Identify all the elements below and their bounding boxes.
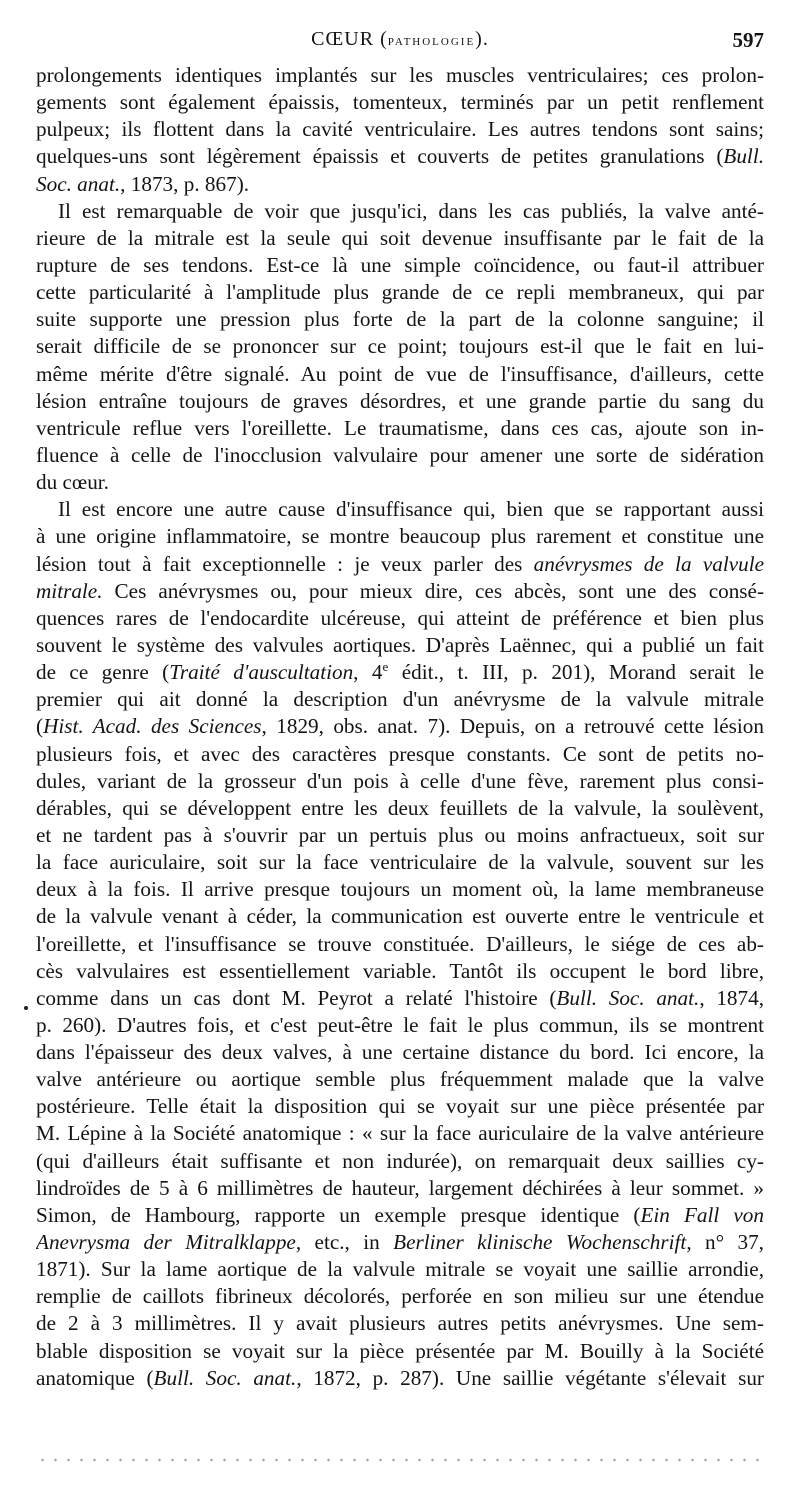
text-segment: anatomique (	[36, 1365, 154, 1390]
text-segment: de ce genre (	[36, 660, 170, 685]
text-segment: blable disposition se voyait sur la pièce présentée par M. Bouilly à la Société	[36, 1338, 764, 1363]
text-segment: remplie de caillots fibrineux décolorés, perforée en son milieu sur une étendue	[36, 1284, 764, 1309]
text-segment: l'oreillette, et l'insuffisance se trouve constituée. D'ailleurs, le siége de ces ab-	[36, 931, 764, 956]
text-segment: , 1873, p. 867).	[120, 171, 250, 196]
bottom-edge-marks	[36, 1458, 764, 1462]
text-line	[36, 469, 764, 496]
text-line	[36, 822, 764, 849]
text-line	[36, 116, 764, 143]
text-segment: même mérite d'être signalé. Au point de vue de l'insuffisance, d'ailleurs, cette	[36, 361, 764, 386]
text-segment: Il est encore une autre cause d'insuffisance qui, bien que se rapportant aussi	[58, 497, 764, 522]
running-title-close: ).	[475, 28, 489, 50]
text-line	[36, 958, 764, 985]
text-line	[36, 1039, 764, 1066]
text-line	[36, 1229, 764, 1256]
text-segment: plusieurs fois, et avec des caractères presque constants. Ce sont de petits no-	[36, 741, 764, 766]
text-line	[36, 659, 764, 686]
text-segment: comme dans un cas dont M. Peyrot a relaté l'histoire (	[36, 985, 557, 1010]
italic-reference: Soc. anat.	[36, 171, 121, 196]
text-segment: de 2 à 3 millimètres. Il y avait plusieurs autres petits anévrysmes. Une sem-	[36, 1311, 764, 1336]
text-segment: 1871). Sur la lame aortique de la valvule mitrale se voyait une saillie arrondie,	[36, 1257, 764, 1282]
text-segment: Il est remarquable de voir que jusqu'ici, dans les cas publiés, la valve anté-	[58, 198, 764, 223]
text-segment: dans l'épaisseur des deux valves, à une certaine distance du bord. Ici encore, la	[36, 1040, 764, 1065]
margin-mark	[24, 1006, 28, 1010]
text-line	[36, 333, 764, 360]
text-segment: (	[36, 714, 44, 739]
text-line	[36, 415, 764, 442]
text-line	[36, 1202, 764, 1229]
text-line	[36, 713, 764, 740]
text-line	[36, 306, 764, 333]
text-line	[36, 388, 764, 415]
text-line	[36, 632, 764, 659]
text-line	[36, 442, 764, 469]
italic-reference: Bull. Soc. anat.	[556, 985, 700, 1010]
text-segment: , 4	[353, 660, 383, 685]
text-line	[36, 171, 764, 198]
page-number: 597	[732, 28, 764, 52]
italic-reference: Hist. Acad. des Sciences	[43, 714, 262, 739]
italic-reference: Ein Fall von	[640, 1202, 764, 1227]
text-line	[36, 252, 764, 279]
superscript: e	[382, 659, 389, 675]
running-title-main: CŒUR (	[311, 28, 388, 50]
text-segment: édit., t. III, p. 201), Morand serait le	[388, 660, 764, 685]
text-line	[36, 903, 764, 930]
text-line	[36, 1365, 764, 1392]
text-line	[36, 361, 764, 388]
text-line	[36, 1175, 764, 1202]
text-segment: fluence à celle de l'inocclusion valvulaire pour amener une sorte de sidération	[36, 442, 764, 467]
text-segment: la face auriculaire, soit sur la face ventriculaire de la valvule, souvent sur les	[36, 850, 764, 875]
text-line	[36, 279, 764, 306]
text-line	[36, 1093, 764, 1120]
text-segment: etc., in	[301, 1230, 394, 1255]
text-segment: Simon, de Hambourg, rapporte un exemple presque identique (	[36, 1202, 641, 1227]
running-title	[36, 28, 764, 51]
text-line	[36, 62, 764, 89]
text-segment: rupture de ses tendons. Est-ce là une simple coïncidence, ou faut-il attribuer	[36, 252, 764, 277]
text-line	[36, 605, 764, 632]
text-segment: et ne tardent pas à s'ouvrir par un pertuis plus ou moins anfractueux, soit sur	[36, 822, 764, 847]
text-segment: deux à la fois. Il arrive presque toujours un moment où, la lame membraneuse	[36, 877, 764, 902]
text-segment: p. 260). D'autres fois, et c'est peut-être le fait le plus commun, ils se montrent	[36, 1012, 764, 1037]
text-segment: de la valvule venant à céder, la communication est ouverte entre le ventricule et	[36, 904, 764, 929]
text-segment: , 1874,	[699, 985, 764, 1010]
text-segment: valve antérieure ou aortique semble plus fréquemment malade que la valve	[36, 1067, 764, 1092]
text-segment: pulpeux; ils flottent dans la cavité ventriculaire. Les autres tendons sont sains;	[36, 117, 764, 142]
text-line	[36, 1066, 764, 1093]
text-segment: ventricule reflue vers l'oreillette. Le traumatisme, dans ces cas, ajoute son in-	[36, 415, 764, 440]
text-line	[36, 551, 764, 578]
running-head	[36, 28, 764, 58]
text-line	[36, 143, 764, 170]
text-segment: M. Lépine à la Société anatomique : « sur la face auriculaire de la valve antérieure	[36, 1121, 764, 1146]
text-line	[36, 849, 764, 876]
text-segment: serait difficile de se prononcer sur ce point; toujours est-il que le fait en lui-	[36, 334, 764, 359]
text-segment: quelques-uns sont légèrement épaissis et couverts de petites granulations (	[36, 144, 724, 169]
body-text	[36, 62, 764, 1392]
text-line	[36, 523, 764, 550]
text-segment: Ces anévrysmes ou, pour mieux dire, ces abcès, sont une des consé-	[102, 578, 764, 603]
text-segment: du cœur.	[36, 470, 109, 495]
text-line	[36, 1120, 764, 1147]
text-segment: (qui d'ailleurs était suffisante et non indurée), on remarquait deux saillies cy-	[36, 1148, 764, 1173]
text-segment: gements sont également épaissis, tomenteux, terminés par un petit renflement	[36, 90, 764, 115]
text-segment: prolongements identiques implantés sur les muscles ventriculaires; ces prolon-	[36, 63, 764, 87]
italic-reference: Bull.	[723, 144, 764, 169]
text-segment: premier qui ait donné la description d'un anévrysme de la valvule mitrale	[36, 687, 764, 712]
text-line	[36, 578, 764, 605]
text-segment: souvent le système des valvules aortiques. D'après Laënnec, qui a publié un fait	[36, 632, 764, 657]
text-line	[36, 985, 764, 1012]
text-segment: , 1872, p. 287). Une saillie végétante s'élevait sur	[296, 1365, 764, 1390]
text-line	[36, 741, 764, 768]
text-segment: lésion entraîne toujours de graves désordres, et une grande partie du sang du	[36, 388, 764, 413]
text-line	[36, 198, 764, 225]
italic-reference: Traité d'auscultation	[169, 660, 354, 685]
text-segment: , n° 37,	[686, 1230, 764, 1255]
text-segment: dules, variant de la grosseur d'un pois à celle d'une fève, rarement plus consi-	[36, 768, 764, 793]
text-segment: rieure de la mitrale est la seule qui soit devenue insuffisante par le fait de la	[36, 225, 764, 250]
text-segment: quences rares de l'endocardite ulcéreuse, qui atteint de préférence et bien plus	[36, 605, 764, 630]
text-line	[36, 1338, 764, 1365]
text-segment: dérables, qui se développent entre les deux feuillets de la valvule, la soulèvent,	[36, 795, 764, 820]
text-line	[36, 496, 764, 523]
text-line	[36, 876, 764, 903]
text-segment: à une origine inflammatoire, se montre beaucoup plus rarement et constitue une	[36, 524, 764, 549]
text-line	[36, 686, 764, 713]
text-segment: lindroïdes de 5 à 6 millimètres de hauteur, largement déchirées à leur sommet. »	[36, 1175, 764, 1200]
text-segment: suite supporte une pression plus forte de la part de la colonne sanguine; il	[36, 307, 764, 332]
text-line	[36, 225, 764, 252]
text-line	[36, 931, 764, 958]
text-line	[36, 795, 764, 822]
text-line	[36, 768, 764, 795]
text-line	[36, 1148, 764, 1175]
running-title-small-caps: pathologie	[387, 33, 476, 49]
text-line	[36, 89, 764, 116]
text-line	[36, 1310, 764, 1337]
italic-reference: Berliner klinische Wochenschrift	[393, 1230, 687, 1255]
text-line	[36, 1012, 764, 1039]
italic-reference: anévrysmes de la valvule	[533, 551, 764, 576]
text-line	[36, 1283, 764, 1310]
italic-reference: mitrale.	[36, 578, 103, 603]
text-segment: , 1829, obs. anat. 7). Depuis, on a retrouvé cette lésion	[261, 714, 764, 739]
text-segment: cès valvulaires est essentiellement variable. Tantôt ils occupent le bord libre,	[36, 958, 764, 983]
text-line	[36, 1256, 764, 1283]
text-segment: cette particularité à l'amplitude plus grande de ce repli membraneux, qui par	[36, 280, 764, 305]
text-segment: lésion tout à fait exceptionnelle : je veux parler des	[36, 551, 534, 576]
italic-reference: Bull. Soc. anat.	[153, 1365, 297, 1390]
text-segment: postérieure. Telle était la disposition qui se voyait sur une pièce présentée par	[36, 1094, 764, 1119]
italic-reference: Anevrysma der Mitralklappe,	[36, 1230, 302, 1255]
